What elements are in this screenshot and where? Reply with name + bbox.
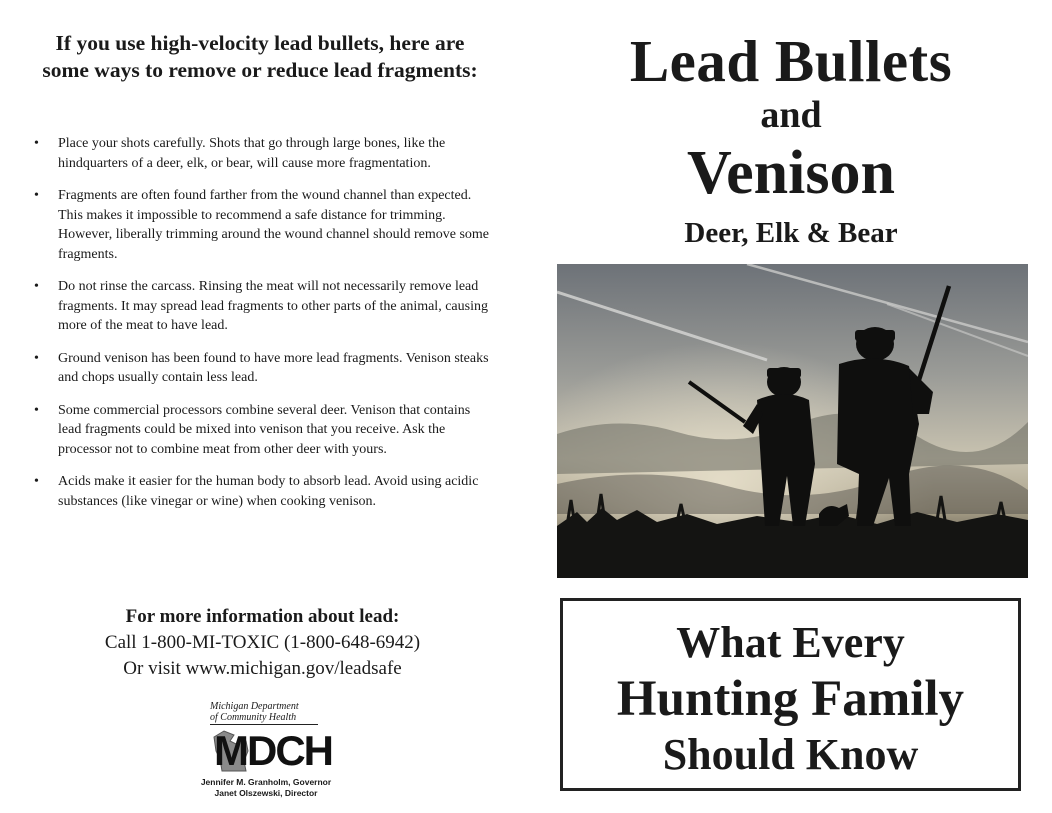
contact-heading: For more information about lead: xyxy=(125,606,400,627)
contact-website: Or visit www.michigan.gov/leadsafe xyxy=(123,658,402,679)
list-item-text: Some commercial processors combine several deer. Venison that contains lead fragments could be mixed into venison that you receive. Ask the processor not to combine meat from other deer with yours. xyxy=(58,402,471,457)
tagline-box xyxy=(560,598,1021,791)
list-item xyxy=(34,349,494,388)
list-item-text: Do not rinse the carcass. Rinsing the meat will not necessarily remove lead fragments. It may spread lead fragments to other parts of the animal, causing more of the meat to have lead. xyxy=(58,279,488,333)
title-and: and xyxy=(760,94,822,136)
tips-list xyxy=(34,134,494,524)
list-item xyxy=(34,401,494,460)
bullet-marker: • xyxy=(34,188,39,203)
tagline-line-3: Should Know xyxy=(662,730,919,779)
mdch-logo xyxy=(186,700,346,805)
logo-credit-governor: Jennifer M. Granholm, Governor xyxy=(200,777,332,787)
tagline-line-2: Hunting Family xyxy=(616,671,965,727)
list-item-text: Fragments are often found farther from the wound channel than expected. This makes it impossible to recommend a safe distance for trimming. However, liberally trimming around the wound channel should remove some fragments. xyxy=(58,188,489,262)
title-lead-bullets: Lead Bullets xyxy=(629,28,953,94)
tagline-line-1: What Every xyxy=(676,618,905,667)
bullet-marker: • xyxy=(34,279,39,294)
title-venison: Venison xyxy=(687,139,895,207)
logo-department-name xyxy=(210,701,320,723)
left-panel xyxy=(0,0,520,813)
bullet-marker: • xyxy=(34,474,39,489)
list-item-text: Ground venison has been found to have more lead fragments. Venison steaks and chops usually contain less lead. xyxy=(58,350,489,385)
hunters-silhouette-photo xyxy=(557,264,1028,578)
list-item xyxy=(34,134,494,173)
bullet-marker: • xyxy=(34,402,39,418)
left-heading: If you use high-velocity lead bullets, here are some ways to remove or reduce lead fragments: xyxy=(42,31,478,82)
list-item-text: Place your shots carefully. Shots that go through large bones, like the hindquarters of a deer, elk, or bear, will cause more fragmentation. xyxy=(58,136,446,171)
bullet-marker: • xyxy=(34,350,39,366)
logo-letters: MDCH xyxy=(214,727,332,774)
logo-department-line: Michigan Department xyxy=(210,701,299,712)
list-item xyxy=(34,472,494,511)
contact-info xyxy=(40,604,485,682)
logo-divider xyxy=(210,724,318,725)
logo-credit-director: Janet Olszewski, Director xyxy=(214,788,318,798)
list-item xyxy=(34,186,494,264)
right-panel xyxy=(540,0,1052,813)
list-item xyxy=(34,277,494,336)
bullet-marker: • xyxy=(34,136,39,151)
contact-phone: Call 1-800-MI-TOXIC (1-800-648-6942) xyxy=(104,632,421,653)
subtitle: Deer, Elk & Bear xyxy=(684,217,898,249)
list-item-text: Acids make it easier for the human body to absorb lead. Avoid using acidic substances (like vinegar or wine) when cooking venison. xyxy=(58,474,479,509)
logo-department-line: of Community Health xyxy=(210,712,297,723)
